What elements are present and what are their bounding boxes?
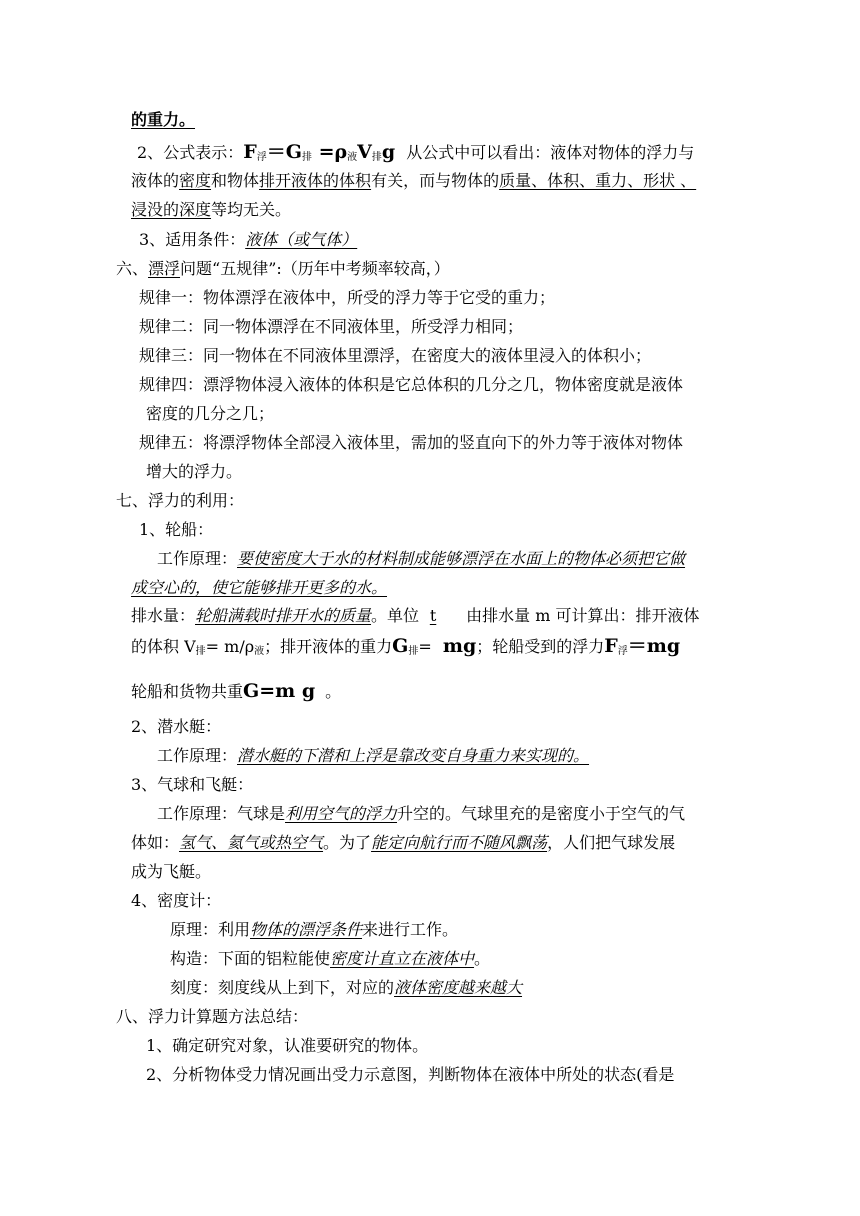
body-text: 。 xyxy=(474,949,491,968)
underlined-text: 潜水艇的下潜和上浮是靠改变自身重力来实现的。 xyxy=(237,746,590,765)
formula-symbol: ＝ xyxy=(266,141,286,163)
formula-symbol: F xyxy=(243,141,257,163)
body-text: 等均无关。 xyxy=(211,200,292,219)
formula-symbol: mg xyxy=(442,635,477,657)
text-line xyxy=(157,745,860,767)
underlined-text: 的重力。 xyxy=(131,110,196,129)
formula-line xyxy=(131,633,860,659)
formula-subscript: 排 xyxy=(408,646,419,657)
underlined-text: 成空心的，使它能够排开更多的水。 xyxy=(131,578,388,597)
text-line xyxy=(131,577,860,599)
formula-symbol: G xyxy=(285,141,302,163)
rule-item-continued: 增大的浮力。 xyxy=(146,462,243,481)
underlined-text: 轮船满载时排开水的质量 xyxy=(195,606,372,625)
text-line xyxy=(131,832,860,854)
body-text: 。为了 xyxy=(323,833,372,852)
item-number: 2、 xyxy=(137,143,164,162)
item-number: 3、 xyxy=(139,230,166,249)
formula-subscript: 液 xyxy=(254,646,265,657)
body-text: 刻度：刻度线从上到下，对应的 xyxy=(170,978,395,997)
text-line xyxy=(131,109,860,131)
text-line xyxy=(131,605,860,627)
text-line xyxy=(131,199,860,221)
formula-line xyxy=(137,141,860,163)
underlined-text: 漂浮 xyxy=(148,259,181,278)
body-text: 六、 xyxy=(116,259,149,278)
formula-symbol: F xyxy=(604,635,618,657)
body-text: 有关，而与物体的 xyxy=(371,171,500,190)
text-line xyxy=(170,977,860,999)
item-label: 排水量： xyxy=(131,606,196,625)
formula-symbol: G=m g xyxy=(243,680,316,702)
formula-subscript: 排 xyxy=(301,152,312,163)
text-line xyxy=(170,948,860,970)
rule-item: 规律二：同一物体漂浮在不同液体里，所受浮力相同； xyxy=(139,317,524,336)
text-line xyxy=(170,919,860,941)
subsection-heading: 4、密度计： xyxy=(131,891,222,910)
formula-symbol: g xyxy=(381,141,396,163)
text-line xyxy=(157,548,860,570)
body-text: 问题“五规律”:（历年中考频率较高，） xyxy=(180,259,450,278)
body-text: 原理：利用 xyxy=(170,920,251,939)
formula-subscript: 浮 xyxy=(256,152,267,163)
underlined-text: 排开液体的体积 xyxy=(259,171,372,190)
formula-symbol: ＝mg xyxy=(627,635,681,657)
formula-symbol: V xyxy=(357,141,372,163)
item-label: 公式表示： xyxy=(163,143,244,162)
underlined-text: 密度 xyxy=(179,171,212,190)
body-text: 。单位 xyxy=(371,606,420,625)
underlined-text: 氢气、氦气或热空气 xyxy=(179,833,324,852)
rule-item: 规律四：漂浮物体浸入液体的体积是它总体积的几分之几，物体密度就是液体 xyxy=(139,375,684,394)
rule-item: 规律三：同一物体在不同液体里漂浮，在密度大的液体里浸入的体积小； xyxy=(139,346,652,365)
body-text: 工作原理：气球是 xyxy=(157,804,286,823)
formula-subscript: 液 xyxy=(347,152,358,163)
item-label: 适用条件： xyxy=(165,230,246,249)
body-text: 从公式中可以看出：液体对物体的浮力与 xyxy=(406,143,695,162)
body-text: 液体的 xyxy=(131,171,180,190)
underlined-text: 浸没的深度 xyxy=(131,200,212,219)
text-line xyxy=(157,803,860,825)
body-text: ；排开液体的重力 xyxy=(264,637,393,656)
text-line xyxy=(139,229,860,251)
formula-subscript: 排 xyxy=(371,152,382,163)
body-text: 的体积 V xyxy=(131,637,196,656)
body-text: 。 xyxy=(325,682,342,701)
body-text: 升空的。气球里充的是密度小于空气的气 xyxy=(397,804,686,823)
formula-line xyxy=(131,678,860,704)
body-text: = xyxy=(418,637,432,656)
underlined-text: 液体密度越来越大 xyxy=(394,978,523,997)
list-item: 1、确定研究对象，认准要研究的物体。 xyxy=(146,1036,429,1055)
body-text: 来进行工作。 xyxy=(362,920,459,939)
rule-item: 规律一：物体漂浮在液体中，所受的浮力等于它受的重力； xyxy=(139,288,556,307)
section-heading: 八、浮力计算题方法总结： xyxy=(116,1007,309,1026)
underlined-text: 质量、体积、重力、形状 、 xyxy=(499,171,697,190)
formula-subscript: 排 xyxy=(195,646,206,657)
item-label: 工作原理： xyxy=(157,549,238,568)
subsection-heading: 3、气球和飞艇： xyxy=(131,775,254,794)
body-text: 构造：下面的铝粒能使 xyxy=(170,949,331,968)
underlined-text: 物体的漂浮条件 xyxy=(250,920,363,939)
underlined-text: 密度计直立在液体中 xyxy=(330,949,475,968)
section-heading xyxy=(116,258,860,280)
underlined-text: 能定向航行而不随风飘荡 xyxy=(371,833,548,852)
item-label: 工作原理： xyxy=(157,746,238,765)
fill-blank: t xyxy=(429,606,437,625)
body-text: ；轮船受到的浮力 xyxy=(476,637,605,656)
body-text: = m/ρ xyxy=(205,637,255,656)
formula-subscript: 浮 xyxy=(617,646,628,657)
list-item: 2、分析物体受力情况画出受力示意图，判断物体在液体中所处的状态(看是 xyxy=(146,1065,675,1084)
underlined-text: 液体（或气体） xyxy=(245,230,358,249)
section-heading: 七、浮力的利用： xyxy=(116,491,245,510)
body-text: 轮船和货物共重 xyxy=(131,682,244,701)
rule-item: 规律五：将漂浮物体全部浸入液体里，需加的竖直向下的外力等于液体对物体 xyxy=(139,433,684,452)
text-line xyxy=(131,170,860,192)
subsection-heading: 1、轮船： xyxy=(139,520,214,539)
subsection-heading: 2、潜水艇： xyxy=(131,717,222,736)
body-text: ，人们把气球发展 xyxy=(547,833,676,852)
rule-item-continued: 密度的几分之几； xyxy=(146,404,275,423)
formula-symbol: =ρ xyxy=(311,141,348,163)
underlined-text: 利用空气的浮力 xyxy=(285,804,398,823)
underlined-text: 要使密度大于水的材料制成能够漂浮在水面上的物体必须把它做 xyxy=(237,549,686,568)
body-text: 体如： xyxy=(131,833,180,852)
text-line: 成为飞艇。 xyxy=(131,862,212,881)
body-text: 和物体 xyxy=(211,171,260,190)
formula-symbol: G xyxy=(392,635,409,657)
body-text: 由排水量 m 可计算出：排开液体 xyxy=(466,606,700,625)
